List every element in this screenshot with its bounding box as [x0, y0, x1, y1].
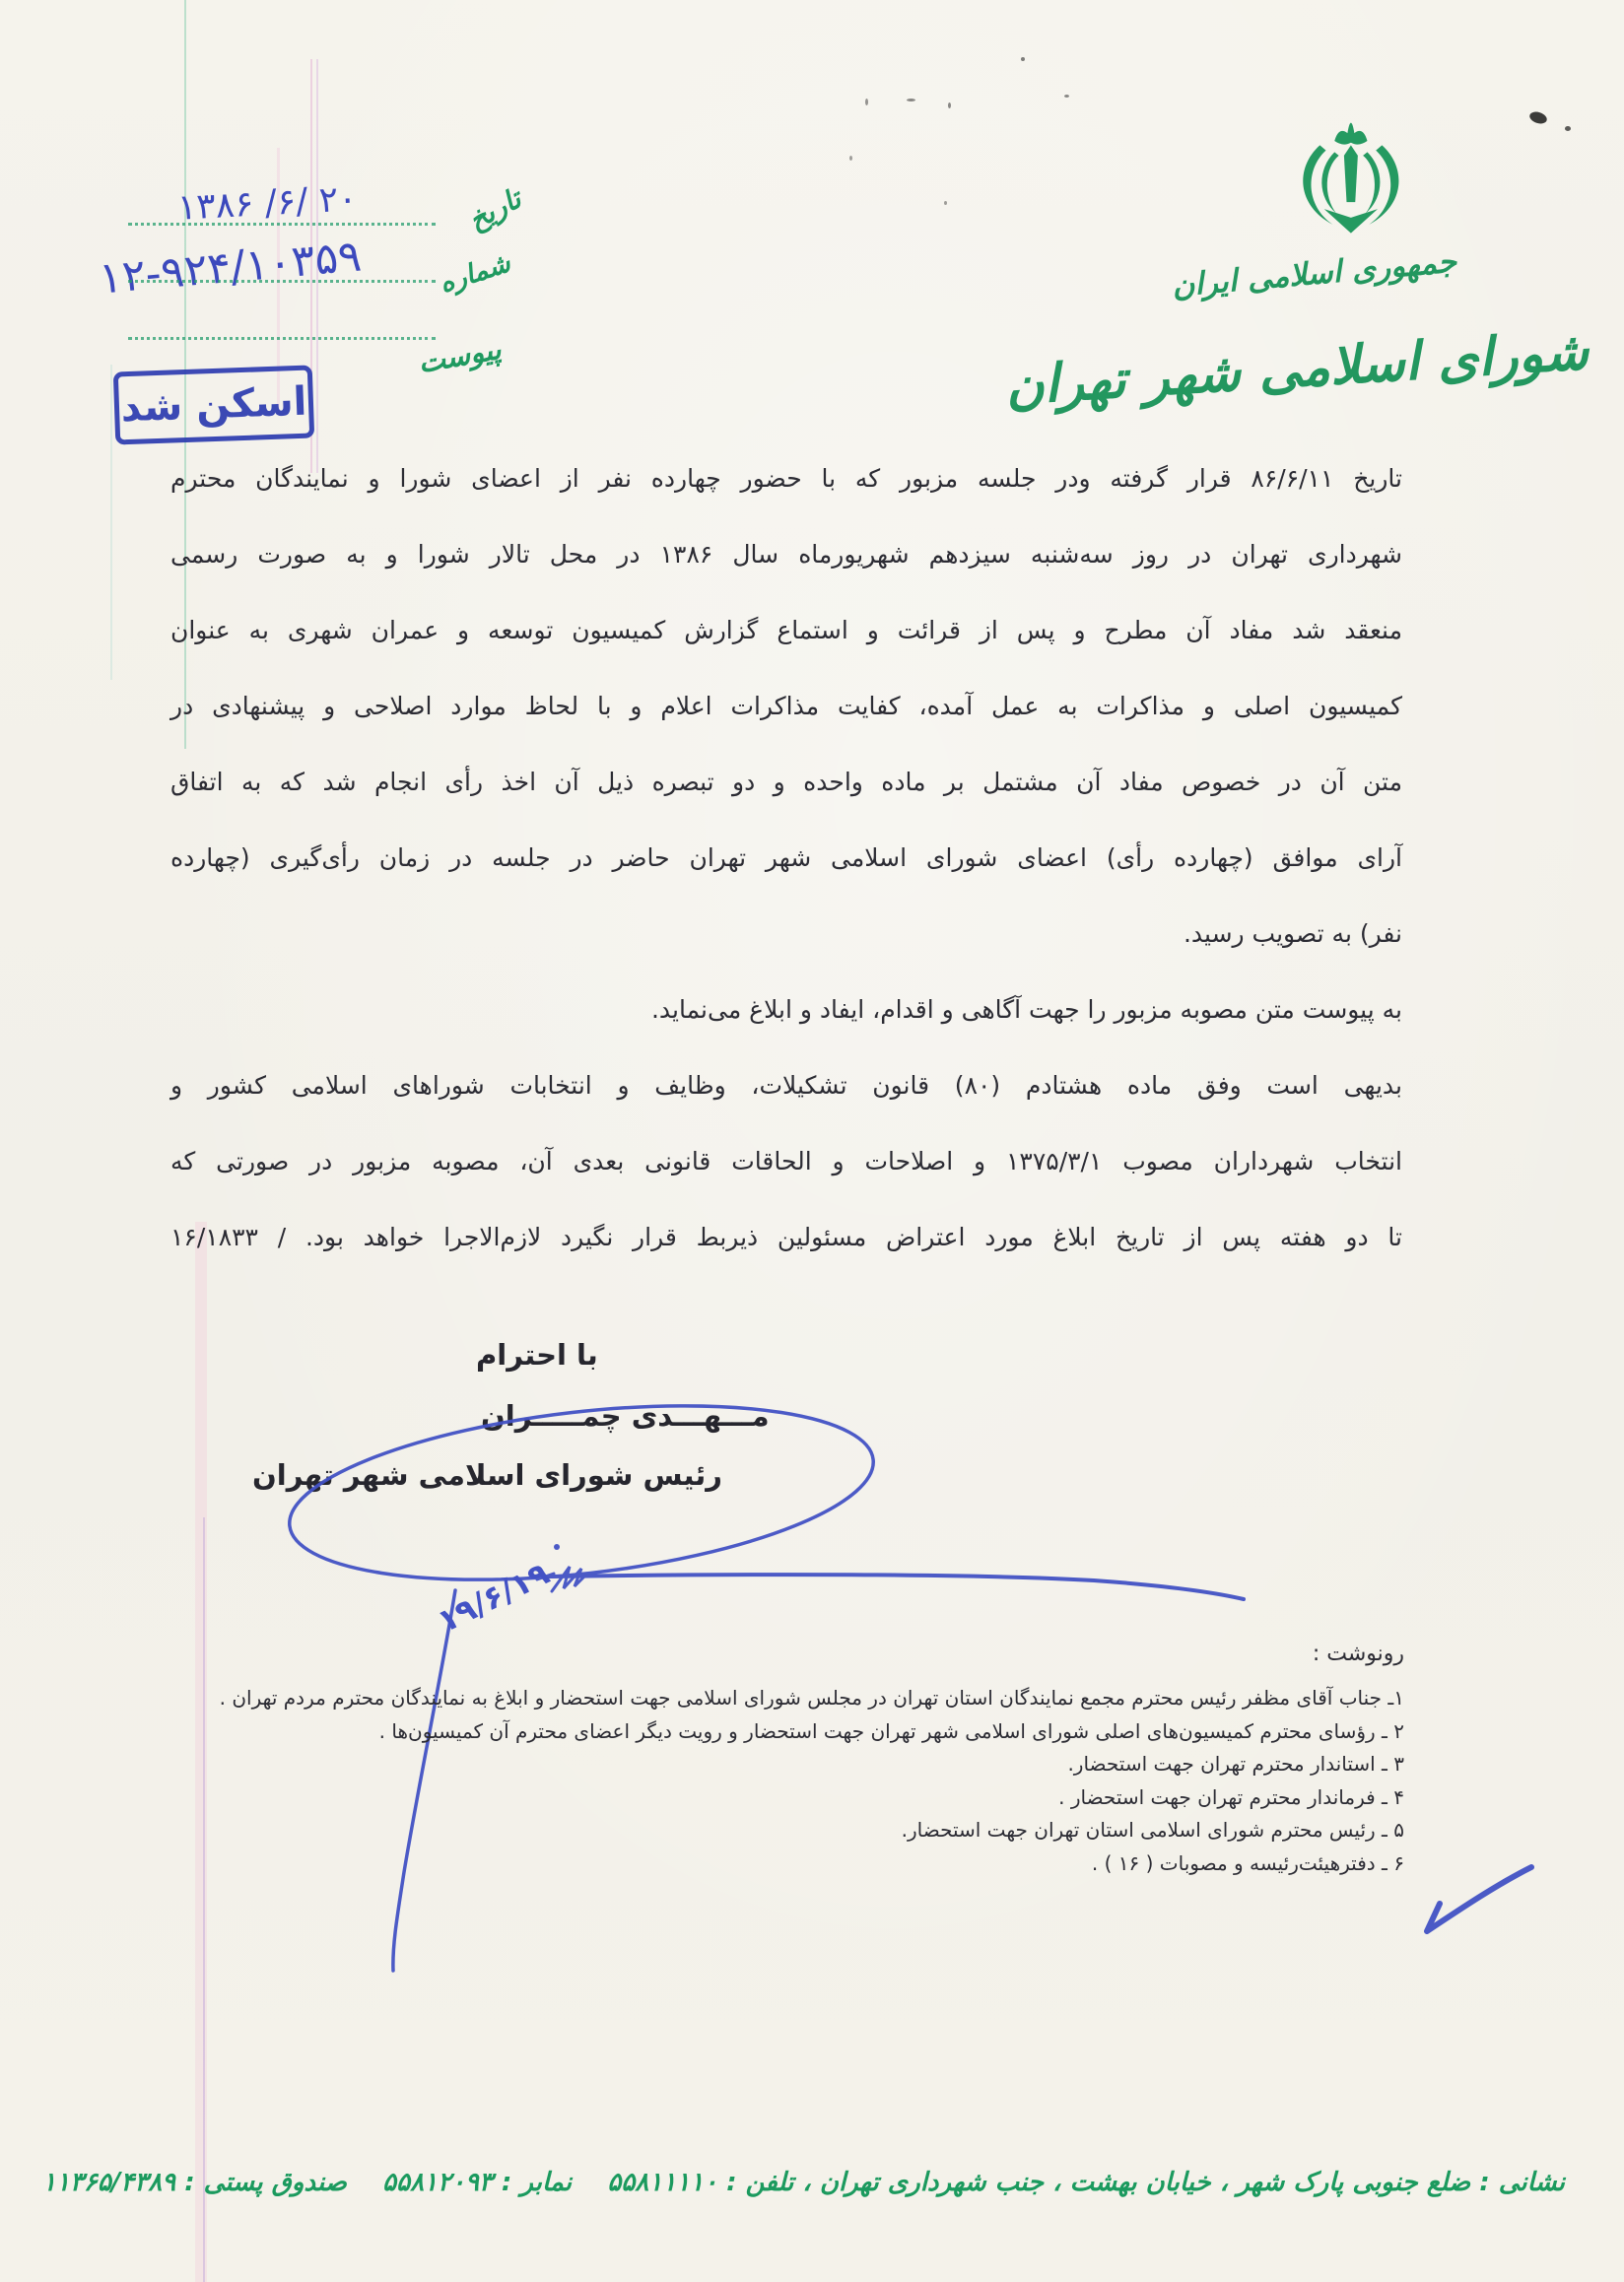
- cc-item: ۴ ـ فرماندار محترم تهران جهت استحضار .: [1058, 1784, 1404, 1809]
- signature-scribble-date: ۱۹/۶/۱۹: [431, 1554, 556, 1641]
- scan-speck: [1565, 126, 1571, 131]
- body-line: انتخاب شهرداران مصوب ۱۳۷۵/۳/۱ و اصلاحات و الحاقات قانونی بعدی آن، مصوبه مزبور در صورتی که: [170, 1147, 1402, 1175]
- footer-address: نشانی : ضلع جنوبی پارک شهر ، خیابان بهشت ، جنب شهرداری تهران ، تلفن : ۵۵۸۱۱۱۱۰ نمابر : ۵۵۸۱۲۰۹۳ صندوق پستی : ۱۱۳۶۵/۴۳۸۹: [41, 2168, 1565, 2197]
- cc-item: ۱ـ جناب آقای مظفر رئیس محترم مجمع نمایندگان استان تهران در مجلس شورای اسلامی جهت استحضار و ابلاغ به نمایندگان محترم مردم تهران .: [219, 1686, 1404, 1710]
- scanned-stamp-label: اسکن شد: [119, 378, 308, 432]
- number-field-value: ۱۲-۹۲۴/۱۰۳۵۹: [97, 231, 364, 304]
- approval-check-stroke: [1427, 1867, 1531, 1931]
- body-line: متن آن در خصوص مفاد آن مشتمل بر ماده واحده و دو تبصره ذیل آن اخذ رأی انجام شد که به اتفاق: [170, 768, 1402, 796]
- scan-speck: [1064, 95, 1069, 98]
- scanned-stamp: [113, 365, 314, 444]
- scan-speck: [907, 99, 915, 101]
- scan-speck: [1528, 109, 1549, 125]
- body-line: کمیسیون اصلی و مذاکرات به عمل آمده، کفایت مذاکرات اعلام و با لحاظ موارد اصلاحی و پیشنهادی در: [170, 692, 1402, 720]
- scan-speck: [944, 201, 947, 205]
- cc-item: ۲ ـ رؤسای محترم کمیسیون‌های اصلی شورای اسلامی شهر تهران جهت استحضار و رویت دیگر اعضای محترم آن کمیسیون‌ها .: [378, 1718, 1404, 1743]
- scan-streak: [110, 365, 112, 680]
- iran-emblem-icon: [1281, 112, 1419, 238]
- dotted-line: [128, 223, 436, 226]
- number-field-label: شماره: [436, 247, 514, 300]
- cc-list: [220, 1642, 1404, 1881]
- letterhead-council-title: شورای اسلامی شهر تهران: [1003, 320, 1590, 418]
- body-line: بدیهی است وفق ماده هشتادم (۸۰) قانون تشکیلات، وظایف و انتخابات شوراهای اسلامی کشور و: [170, 1071, 1402, 1100]
- body-line: آرای موافق (چهارده رأی) اعضای شورای اسلامی شهر تهران حاضر در جلسه در زمان رأی‌گیری (چهارده: [170, 843, 1402, 872]
- signature-salutation: با احترام: [476, 1338, 598, 1372]
- scan-speck: [865, 99, 868, 105]
- body-line: تاریخ ۸۶/۶/۱۱ قرار گرفته ودر جلسه مزبور که با حضور چهارده نفر از اعضای شورا و نمایندگان محترم: [170, 464, 1402, 493]
- cc-item: ۳ ـ استاندار محترم تهران جهت استحضار.: [1067, 1752, 1404, 1777]
- scan-streak: [195, 1222, 207, 2282]
- cc-heading: رونوشت :: [1312, 1642, 1404, 1666]
- date-field-value: ۱۳۸۶ /۶/ ۲۰: [176, 178, 359, 229]
- signature-tail-stroke: [550, 1575, 1244, 1599]
- body-line: شهرداری تهران در روز سه‌شنبه سیزدهم شهریورماه سال ۱۳۸۶ در محل تالار شورا و به صورت رسمی: [170, 540, 1403, 569]
- attachment-field-label: پیوست: [415, 331, 504, 380]
- dotted-line: [128, 280, 436, 283]
- scan-speck: [1021, 57, 1025, 61]
- date-field-label: تاریخ: [462, 181, 527, 237]
- signatory-name: مـــهـــدی چمـــــران: [481, 1399, 770, 1433]
- body-line: تا دو هفته پس از تاریخ ابلاغ مورد اعتراض مسئولین ذیربط قرار نگیرد لازم‌الاجرا خواهد بود. / ۱۶/۱۸۳۳: [170, 1223, 1402, 1251]
- signature-ink-dot: [554, 1544, 560, 1550]
- body-line: به پیوست متن مصوبه مزبور را جهت آگاهی و اقدام، ایفاد و ابلاغ می‌نماید.: [650, 995, 1402, 1024]
- dotted-line: [128, 337, 436, 340]
- letter-body: [170, 440, 1402, 1275]
- body-line: منعقد شد مفاد آن مطرح و پس از قرائت و استماع گزارش کمیسیون توسعه و عمران شهری به عنوان: [170, 616, 1402, 644]
- scan-speck: [948, 102, 951, 108]
- signatory-title: رئیس شورای اسلامی شهر تهران: [252, 1458, 722, 1492]
- cc-item: ۶ ـ دفترهیئت‌رئیسه و مصوبات ( ۱۶ ) .: [1091, 1850, 1404, 1875]
- letterhead-republic-title: جمهوری اسلامی ایران: [1170, 243, 1458, 304]
- scan-speck: [849, 156, 852, 161]
- body-line: نفر) به تصویب رسید.: [1183, 919, 1402, 948]
- cc-item: ۵ ـ رئیس محترم شورای اسلامی استان تهران جهت استحضار.: [901, 1818, 1404, 1843]
